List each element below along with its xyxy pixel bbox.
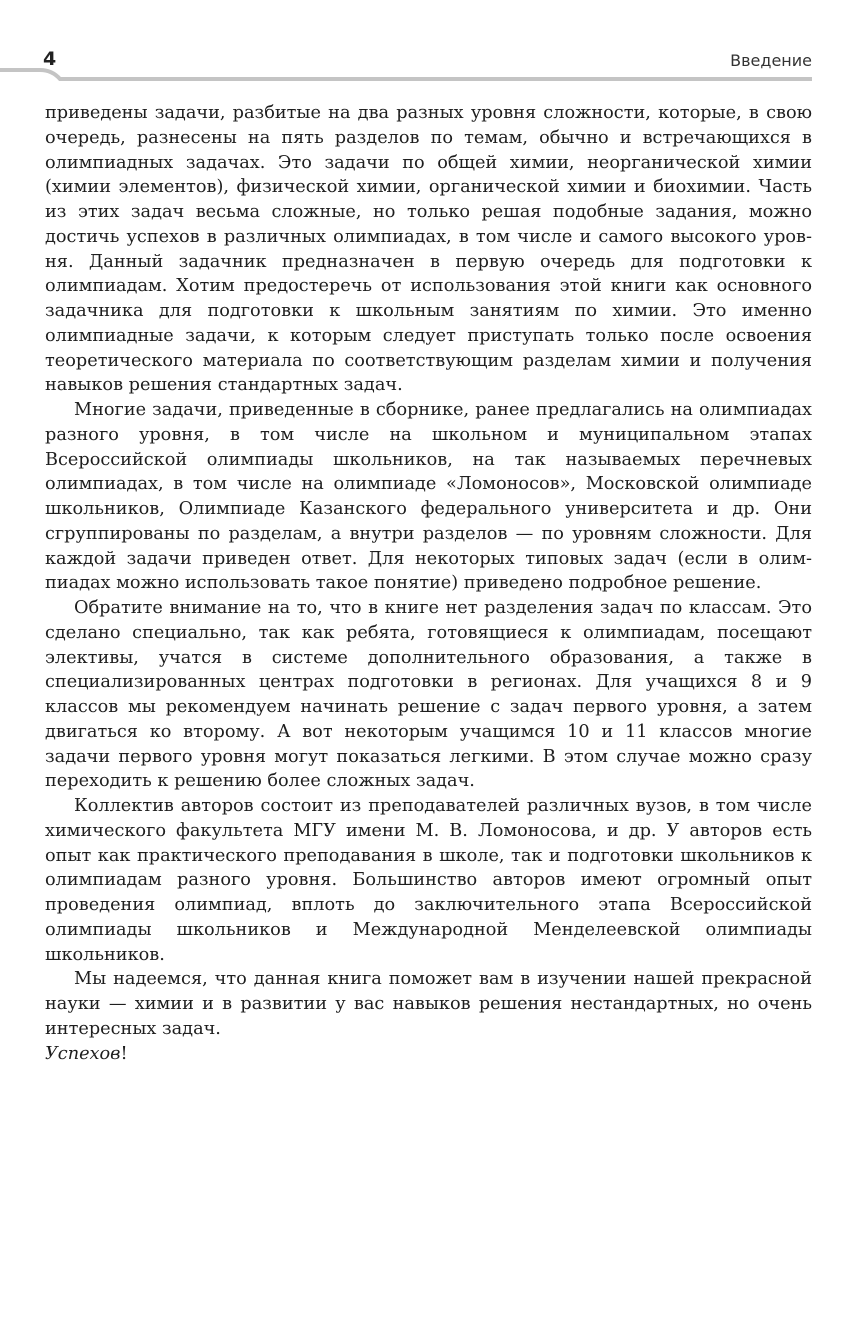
page-number: 4 bbox=[43, 48, 57, 70]
body-text bbox=[45, 101, 812, 1066]
paragraph-5: Мы надеемся, что данная книга поможет вам в изучении нашей прекрасной науки — химии и в развитии у вас навыков решения нестандартных, но очень интересных задач. bbox=[45, 969, 812, 1039]
paragraph-4: Коллектив авторов состоит из преподавателей различных вузов, в том числе химического факультета МГУ имени М. В. Ломоносова, и др. У авторов есть опыт как практического преподавания в школе, так и подготовки школьников к олимпиадам разного уровня. Большинство авторов имеют огромный опыт проведения олимпиад, вплоть до заключительного этапа Всероссийской олимпиады школьников и Международной Менделеевской олимпиады школьников. bbox=[45, 796, 812, 965]
paragraph-1: приведены задачи, разбитые на два разных уровня сложности, которые, в свою очередь, разнесены на пять разделов по темам, обычно и встречающихся в олимпиадных задачах. Это задачи по общей химии, неорганической химии (химии элементов), физической химии, органической химии и биохимии. Часть из этих задач весьма сложные, но только решая подобные задания, можно достичь успехов в различных олимпиадах, в том числе и самого высокого уровня. Данный задачник предназначен в первую очередь для подготовки к олимпиадам. Хотим предостеречь от использования этой книги как основного задачника для подготовки к школьным занятиям по химии. Это именно олимпиадные задачи, к которым следует приступать только после освоения теоретического материала по соответствующим разделам химии и получения навыков решения стандартных задач. bbox=[45, 103, 812, 396]
signoff bbox=[45, 1042, 812, 1067]
paragraph-3: Обратите внимание на то, что в книге нет разделения задач по классам. Это сделано специально, так как ребята, готовящиеся к олимпиадам, посещают элективы, учатся в системе дополнительного образования, а также в специализированных центрах подготовки в регионах. Для учащихся 8 и 9 классов мы рекомендуем начинать решение с задач первого уровня, а затем двигаться ко второму. А вот некоторым учащимся 10 и 11 классов многие задачи первого уровня могут показаться легкими. В этом случае можно сразу переходить к решению более сложных задач. bbox=[45, 598, 812, 792]
paragraph-2: Многие задачи, приведенные в сборнике, ранее предлагались на олимпиадах разного уровня, в том числе на школьном и муниципальном этапах Всероссийской олимпиады школьников, на так называемых перечневых олимпиадах, в том числе на олимпиаде «Ломоносов», Московской олимпиаде школьников, Олимпиаде Казанского федерального университета и др. Они сгруппированы по разделам, а внутри разделов — по уровням сложности. Для каждой задачи приведен ответ. Для некоторых типовых задач (если в олимпиадах можно использовать такое понятие) приведено подробное решение. bbox=[45, 400, 812, 594]
signoff-word: Успехов bbox=[45, 1043, 121, 1064]
signoff-punct: ! bbox=[120, 1043, 128, 1064]
page-header bbox=[0, 0, 857, 90]
header-rule bbox=[0, 68, 857, 82]
running-head: Введение bbox=[730, 51, 812, 70]
